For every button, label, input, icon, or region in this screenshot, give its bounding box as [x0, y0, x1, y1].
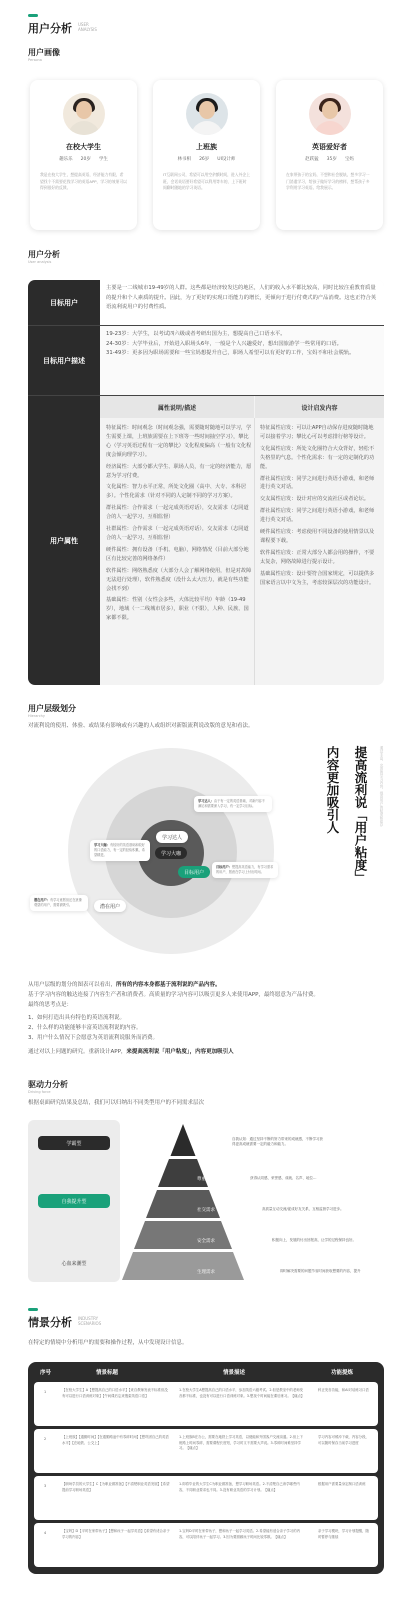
- persona-desc: 我是在校大学生，想提高英语，经济能力有限，希望找个不需要花钱学习的英语APP，学习的效果可以得到很好的反馈。: [40, 172, 127, 190]
- table-row: [28, 325, 384, 395]
- column-header: 序号: [40, 1370, 52, 1376]
- analysis-title: 用户分析: [28, 250, 60, 259]
- scenario-accent: [28, 1308, 38, 1311]
- persona-meta: 赵跃猛 35岁 宝妈: [305, 157, 354, 162]
- note-social: 高质量互动交流/促成好友关系，互相监督学习进步。: [262, 1207, 344, 1211]
- analysis-sub: User analysis: [28, 260, 52, 264]
- slogan-note: 通过丰富、完善的学习内容，提高用户的粘度和留存: [380, 746, 384, 827]
- level-safety: 安全需求: [197, 1239, 215, 1244]
- scenario-sub2: SCENARIOS: [78, 1321, 102, 1326]
- scenario-intro: 在特定的情境中分析用户的需要和操作过程，从中发现设计信息。: [28, 1340, 188, 1346]
- label-expert: 学习大咖: [155, 847, 187, 859]
- persona-name: 上班族: [196, 143, 217, 151]
- note-self-actualization: 自我认知：通过坚持不断的努力带来的成就感，不断学习获得更高成就需要一定的毅力和能力。: [232, 1137, 323, 1146]
- user-type-panel: [28, 1120, 120, 1282]
- row-text: 主要是一二线城市19-49岁的人群。这些都是经济较发达的地区，人们的收入水平都比较高，同时比较注重教育质量的提升和个人素质的提升。因此，为了更好的实现口语能力的增长，更倾向于进行付费式的产品消费。这也正符合英语流利说用户的付费性质。: [100, 280, 384, 325]
- row-text: 19-23岁：大学生，以考试四六级或者考研出国为主，想提高自己口语水平。 24-30岁：大学毕业后，开始进入职场头6年，一般是个人兴趣爱好，想出国旅游学一些常用的口语。 31-49岁：更多因为职场需要和一些宝妈想提升自己，职场人希望可以有更好的工作，宝妈不和社会脱轨。: [100, 326, 384, 396]
- column-header: 设计启发内容: [255, 396, 384, 418]
- table-row: 2 【上班族】【通勤时间】【在通勤路途中有零碎时间】【想巩固自己的英语水平】【在地铁、公交上】 1.上班族B在办公，需要在地铁上学习英语，以便能和外国客户交流沟通。2.但上下班路上时间零碎，需要课程长度短，学习时又不需要大声说。3.零碎时间难坚持学习。【痛点】 学习内容可缓冲下载，内容分段，可以随时保存当前学习进度: [34, 1429, 378, 1473]
- level-physiological: 生理需求: [197, 1270, 215, 1275]
- persona-name: 英语爱好者: [312, 143, 347, 151]
- table-row: [28, 395, 384, 685]
- persona-name: 在校大学生: [66, 143, 101, 151]
- tag-impulsive: 心血来潮型: [61, 1260, 87, 1267]
- hierarchy-sub: Hierarchy: [28, 714, 45, 718]
- persona-meta: 林书相 26岁 UI设计师: [177, 157, 236, 162]
- avatar-worker-icon: [186, 93, 228, 135]
- drive-sub: Driving force: [28, 1090, 51, 1094]
- slogan-stickiness: 提高流利说「用户粘度」: [353, 746, 368, 884]
- persona-card: [153, 80, 260, 230]
- table-row: [28, 280, 384, 325]
- persona-meta: 趣乐乐 20岁 学生: [59, 157, 108, 162]
- avatar-student-icon: [63, 93, 105, 135]
- row-label: 目标用户描述: [28, 326, 100, 396]
- column-header: 功能提炼: [331, 1370, 354, 1376]
- page-title-sub2: ANALYSIS: [78, 27, 97, 32]
- table-row: 3 【职场学员的大学生】C【为职业做准备】【不清楚职业英语发展】【希望提前学习职场英语】 1.即将毕业的大学生C为职业做准备，想学习职场英语。2.不清楚自己该学哪些内容，不同职业要求也不同。3.没有职业英语的学习计划。【痛点】 根据用户需要量身定制口语训练: [34, 1476, 378, 1520]
- level-esteem: 尊重需求: [197, 1177, 215, 1182]
- row-label: 目标用户: [28, 280, 100, 325]
- drive-intro: 根据桌面研究结果及总结，我们可以归纳出不同类型用户的不同需求层次: [28, 1100, 205, 1106]
- persona-sub: Persona: [28, 58, 42, 62]
- drive-title: 驱动力分析: [28, 1080, 68, 1089]
- hierarchy-title: 用户层级划分: [28, 704, 76, 713]
- persona-title: 用户画像: [28, 48, 60, 57]
- tip-target: 目标用户：想提高英语能力，有学习需求的用户，愿意在学习上付出时间。: [212, 862, 278, 878]
- tip-learner: 学习达人：由于有一定的英语基础，对新内容不满足和需要深入学习，有一定学习目标。: [194, 796, 272, 812]
- tip-expert: 学习大咖：有较好的英语基础和较好的口语能力，有一定的经验积累，希望精进。: [90, 840, 150, 861]
- slogan-content: 内容更加吸引人: [325, 746, 340, 834]
- column-header: 情景描述: [223, 1370, 246, 1376]
- level-self-actualization: 自我实现: [198, 1141, 216, 1146]
- scenario-table: [28, 1362, 384, 1574]
- tip-potential: 潜在用户：有学习意愿但还在犹豫观望的用户，需要被吸引。: [30, 895, 88, 911]
- hierarchy-intro: 对流利说的使用、体验、或结果有影响或有兴趣的人或组织对新版流利说改版的意见和看法。: [28, 723, 254, 729]
- persona-desc: IT互联网公司，希望可以用空余额时间，进入外企上班，会话英语要好希望可以利用等车的，上下班时间聊时随地的学习英语。: [163, 172, 250, 190]
- scenario-title: 情景分析: [28, 1316, 72, 1329]
- persona-desc: 在家带孩子的宝妈，不想和社会脱轨，想多学习一门消遣学习，给孩子做好学习的榜样，想帮孩子多学利用学习英语。给我展示。: [286, 172, 370, 190]
- label-learner: 学习达人: [156, 831, 188, 843]
- page-title-sub1: USER: [78, 22, 89, 27]
- avatar-mom-icon: [309, 93, 351, 135]
- hierarchy-summary: 从用户层级的划分的图表可以看出，所有的内容本身都基于流利说的产品内容。 基于学习内容的触达连接了内容生产者和消费者。高质量的学习内容可以吸引更多人来使用APP，最终愿意为产品付费。 最终的思考点是： 1、如何打造出具有特色的英语流利说。 2、什么样的功能能够丰富英语流利说的内容。 3、用户什么情况下会愿意为英语流利说服务而消费。 通过对以上问题的研究。重新设计APP，来提高流利说「用户粘度」，内容更加吸引人: [28, 982, 319, 1055]
- table-row: 1 【在校大学生】A【想提高自己的口语水平】【来自教师发表不标准但没有可以进行口语训练对象】【午间课后忘来搜索英语口语】 1.在校大学生A想提高自己的口语水平，参加英语六级考试。2.但是教室中的老师发音都不标准，也没有可以进行口语训练对象。3.想找个时间能在课后练习。【痛点】 科正发音功能，和AI对话练习口语: [34, 1382, 378, 1426]
- note-safety: 积极向上，发展的付出回报高，让学的过程保持良好。: [272, 1238, 356, 1242]
- label-target: 目标用户: [178, 866, 210, 878]
- analysis-table: [28, 280, 384, 685]
- design-inspirations: 特征属性启发：可以让APP自动保存进度随时随地可以接着学习；攀比心可以考虑排行榜等设计。 文化属性启发：所处文化圈符合大众背好，轻松不失格里的气息。个性化需求：有一定的定制化的功能。 群社属性启发：同学之间进行英语小游戏，和老师进行英文对话。 交友属性启发：设计对应的交流社区或者论坛。 群社属性启发：同学之间进行英语小游戏，和老师进行英文对话。 硬件属性启发：考虑使用不同设备的使用情景以及课程要下载。 软件属性启发：正常大部分人都会用的操作，不要太复杂，网络故障进行提示设计。 基础属性启发：设计要符合国家规定，可以提供多国家语言以中文为主，考虑较深层次的功能设计。: [260, 425, 375, 586]
- column-header: 属性说明/描述: [100, 396, 254, 418]
- tag-academic: 学霸型: [38, 1136, 110, 1150]
- column-header: 情景标题: [96, 1370, 119, 1376]
- maslow-pyramid: [122, 1124, 244, 1286]
- scenario-sub1: INDUSTRY: [78, 1316, 99, 1321]
- persona-card: [276, 80, 383, 230]
- label-potential: 潜在用户: [94, 900, 126, 912]
- attribute-descriptions: 特征属性：时间观念（时间观念强，需要随时随地可以学习，学生需要上课，上班族需要在上下班等一些时间抽空学习），攀比心（学习英语过程有一定的攀比）文化程度偏高（一般有文化程度会倾向理学习）。 经济属性：大部分都大学生、职场人员，有一定的经济能力，愿意为学习付费。 文化属性：智力水平正常，所处文化圈（高中、大专、本科居多）。个性化需求（针对不同的人定制不同的学习方案）。 群社属性：合作需求（一起完成英语对话），交友需求（志同道合的人一起学习，互相监督） 社群属性：合作需求（一起完成英语对话），交友需求（志同道合的人一起学习，互相监督） 硬件属性：拥有设备（手机、电脑），网络情况（目前大部分地区有比较完善的网络条件） 软件属性：网络熟悉度（大部分人会了解网络使用，但是对故障无法进行处理），软件熟悉度（没什么太大压力，就是有些功能会找不到） 基础属性：性别（女性会多些，大体比较平均）年龄（19-49岁），地域（一二线城市居多），职业（不限），人种、民族、国家都不限。: [106, 425, 252, 622]
- tag-self-improve: 自我提升型: [38, 1194, 110, 1208]
- note-physiological: 即时解决需要的问题节省时间获取想要的内容，提升: [280, 1269, 361, 1273]
- page-title: 用户分析: [28, 22, 72, 35]
- level-social: 社交需求: [197, 1208, 215, 1213]
- persona-card: [30, 80, 137, 230]
- note-esteem: 获得认同感、荣誉感、成就、名声、地位…: [250, 1176, 317, 1180]
- header-accent: [28, 14, 38, 17]
- row-label: 用户属性: [28, 396, 100, 685]
- table-row: 4 【宝妈】D【平时在家带孩子】【想和孩子一起学英语】【希望有适合亲子学习的内容】 1.宝妈D平时在家带孩子，想和孩子一起学习英语。2.希望能有适合亲子学习的内容，可以陪伴孩子一起学习。3.因为要照顾孩子时间比较零散。【痛点】 亲子学习模块，学习计划提醒，随时暂停与继续: [34, 1523, 378, 1567]
